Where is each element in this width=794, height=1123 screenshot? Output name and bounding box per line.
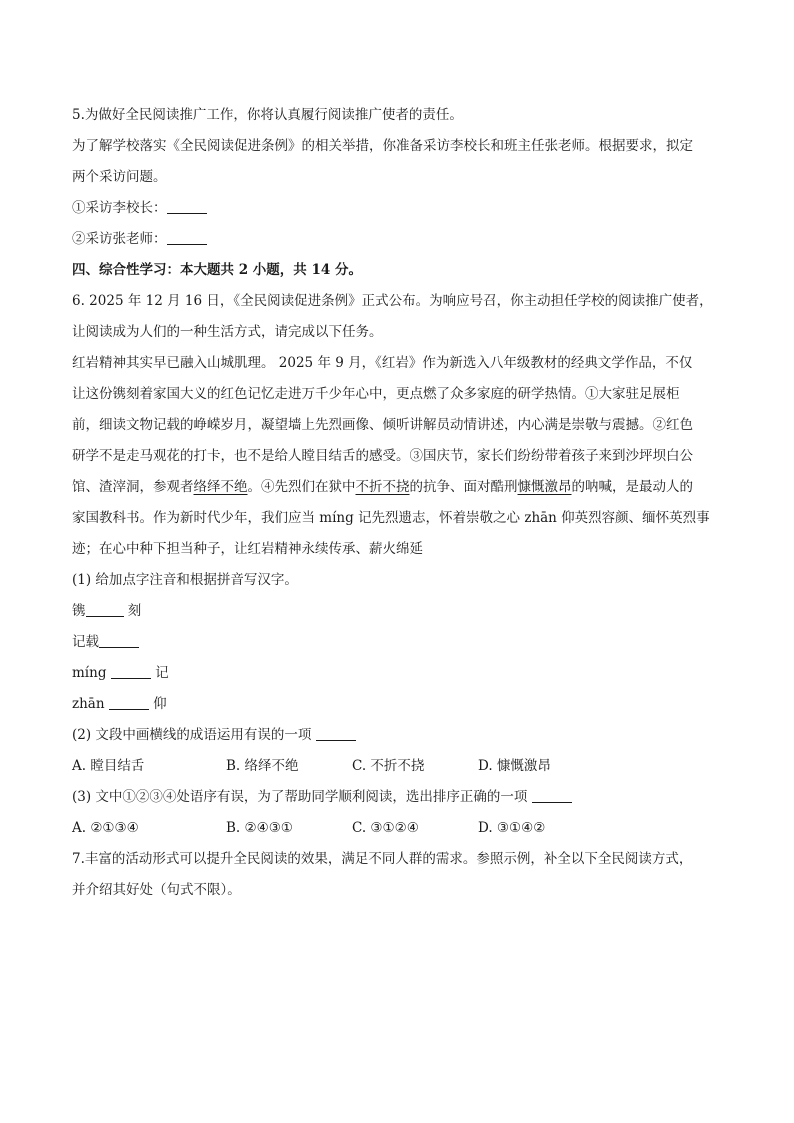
underlined-idiom: 慷慨激昂 [517, 479, 572, 495]
underlined-idiom: 络绎不绝 [193, 479, 248, 495]
answer-blank[interactable] [99, 631, 139, 648]
sub-question-2 [72, 720, 722, 751]
pinyin-item [72, 627, 722, 658]
pinyin-item-char: míng [72, 665, 107, 681]
answer-blank[interactable] [167, 197, 207, 214]
pinyin-item-char: 镌 [72, 603, 86, 619]
q5-prompt-line-2: 两个采访问题。 [72, 169, 167, 185]
q5-title: 5.为做好全民阅读推广工作，你将认真履行阅读推广使者的责任。 [72, 107, 463, 123]
q5-prompt-line-1: 为了解学校落实《全民阅读促进条例》的相关举措，你准备采访李校长和班主任张老师。根据要求，拟定 [72, 138, 693, 154]
answer-blank[interactable] [167, 228, 207, 245]
q5-item-teacher-label: ②采访张老师： [72, 231, 167, 247]
q6-intro-line-2: 让阅读成为人们的一种生活方式，请完成以下任务。 [72, 324, 383, 340]
passage-line: 迹；在心中种下担当种子，让红岩精神永续传承、薪火绵延 [72, 541, 423, 557]
passage-line: 红岩精神其实早已融入山城肌理。 2025 年 9 月，《红岩》作为新选入八年级教材的经典文学作品，不仅 [72, 355, 693, 371]
sub-question-1: (1) 给加点字注音和根据拼音写汉字。 [72, 572, 298, 588]
pinyin-item-char: 刻 [127, 603, 142, 619]
option-d[interactable]: D. 慷慨激昂 [478, 758, 551, 774]
passage-line: 研学不是走马观花的打卡，也不是给人瞠目结舌的感受。③国庆节，家长们纷纷带着孩子来到沙坪坝白公 [72, 448, 693, 464]
pinyin-item-char: 记 [155, 665, 169, 681]
underlined-idiom: 不折不挠 [355, 479, 410, 495]
sub-question-2-options [72, 751, 722, 782]
sub-question-3-options [72, 813, 722, 844]
passage-text: 的呐喊，是最动人的 [571, 479, 693, 495]
pinyin-item-char: 记载 [72, 634, 99, 650]
answer-blank[interactable] [111, 662, 151, 679]
exam-page [72, 100, 722, 906]
passage-line: 前，细读文物记载的峥嵘岁月，凝望墙上先烈画像、倾听讲解员动情讲述，内心满是崇敬与震撼。②红色 [72, 417, 693, 433]
option-b[interactable]: B. 络绎不绝 [226, 758, 299, 774]
answer-blank[interactable] [316, 724, 356, 741]
option-a[interactable]: A. 瞠目结舌 [72, 758, 145, 774]
section-heading: 四、综合性学习：本大题共 2 小题，共 14 分。 [72, 262, 362, 278]
answer-blank[interactable] [86, 600, 124, 617]
pinyin-item [72, 689, 722, 720]
passage-text: 的抗争、面对酷刑 [409, 479, 518, 495]
option-c[interactable]: C. ③①②④ [352, 820, 419, 836]
sub-question-2-text: (2) 文段中画横线的成语运用有误的一项 [72, 727, 312, 743]
sub-question-3 [72, 782, 722, 813]
answer-blank[interactable] [532, 786, 572, 803]
q7-line-2: 并介绍其好处（句式不限）。 [72, 882, 241, 898]
sub-question-3-text: (3) 文中①②③④处语序有误，为了帮助同学顺利阅读，选出排序正确的一项 [72, 789, 528, 805]
pinyin-item-char: zhān [72, 696, 105, 712]
passage-text: 馆、渣滓洞，参观者 [72, 479, 194, 495]
q5-item-teacher [72, 224, 722, 255]
pinyin-item [72, 658, 722, 689]
passage-line [72, 472, 722, 503]
answer-blank[interactable] [109, 693, 149, 710]
passage-line: 家国教科书。作为新时代少年，我们应当 míng 记先烈遗志，怀着崇敬之心 zhān 仰英烈容颜、缅怀英烈事 [72, 510, 710, 526]
option-d[interactable]: D. ③①④② [478, 820, 546, 836]
q5-item-principal [72, 193, 722, 224]
option-a[interactable]: A. ②①③④ [72, 820, 139, 836]
passage-text: 。④先烈们在狱中 [247, 479, 356, 495]
q5-item-principal-label: ①采访李校长： [72, 200, 167, 216]
option-c[interactable]: C. 不折不挠 [352, 758, 425, 774]
q7-line-1: 7.丰富的活动形式可以提升全民阅读的效果，满足不同人群的需求。参照示例，补全以下全民阅读方式， [72, 851, 693, 867]
pinyin-item-char: 仰 [153, 696, 167, 712]
passage-line: 让这份镌刻着家国大义的红色记忆走进万千少年心中，更点燃了众多家庭的研学热情。①大家驻足展柜 [72, 386, 680, 402]
pinyin-item [72, 596, 722, 627]
q6-intro-line-1: 6. 2025 年 12 月 16 日，《全民阅读促进条例》正式公布。为响应号召，你主动担任学校的阅读推广使者， [72, 293, 713, 309]
option-b[interactable]: B. ②④③① [226, 820, 293, 836]
